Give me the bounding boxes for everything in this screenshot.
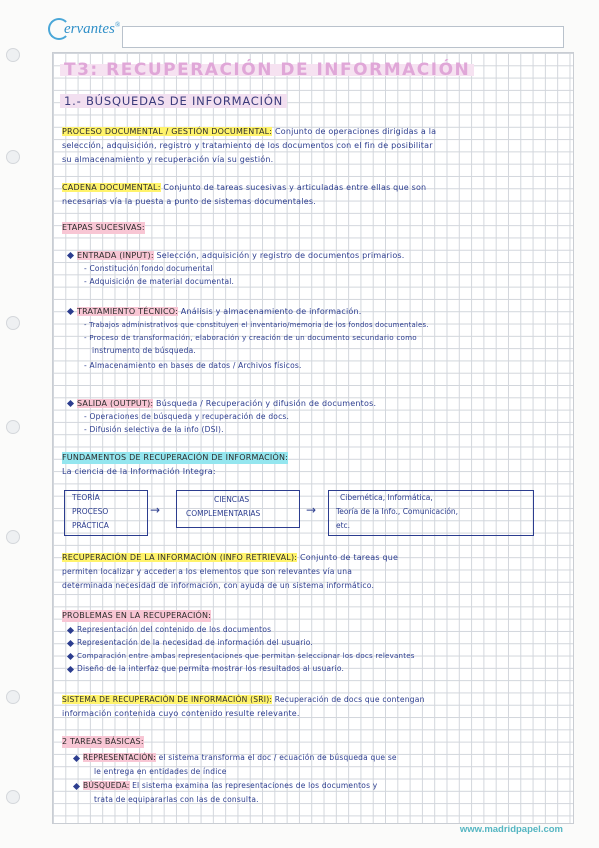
sri-line1 [62, 694, 425, 706]
proceso-line3: su almacenamiento y recuperación vía su gestión. [62, 155, 274, 164]
entrada-line [68, 250, 405, 262]
tratamiento-term: TRATAMIENTO TÉCNICO: [77, 307, 179, 316]
brand-mark: ® [114, 20, 121, 29]
representacion-term: REPRESENTACIÓN: [83, 753, 157, 762]
representacion-line2: le entrega en entidades de índice [94, 767, 227, 776]
bullet-icon [67, 652, 74, 659]
tratamiento-sub2b: instrumento de búsqueda. [92, 346, 196, 355]
etapas-heading: ETAPAS SUCESIVAS: [62, 223, 145, 232]
proceso-line2: selección, adquisición, registro y tratamiento de los documentos con el fin de posibilitar [62, 141, 433, 150]
box3-line2: Teoría de la Info., Comunicación, [336, 507, 459, 516]
binder-hole [6, 790, 20, 804]
bullet-icon [67, 626, 74, 633]
box3-line1: Cibernética, Informática, [340, 493, 433, 502]
recuperacion-term: RECUPERACIÓN DE LA INFORMACIÓN (INFO RETRIEVAL): [62, 553, 298, 562]
problemas-heading: PROBLEMAS EN LA RECUPERACIÓN: [62, 611, 212, 620]
page-title: T3: RECUPERACIÓN DE INFORMACIÓN [60, 64, 474, 76]
tratamiento-sub2: - Proceso de transformación, elaboración y creación de un documento secundario como [84, 333, 417, 342]
tratamiento-sub3: - Almacenamiento en bases de datos / Archivos físicos. [84, 361, 302, 370]
section-heading: 1.- BÚSQUEDAS DE INFORMACIÓN [60, 94, 287, 108]
fundamentos-heading: FUNDAMENTOS DE RECUPERACIÓN DE INFORMACIÓN: [62, 453, 289, 462]
proceso-term: PROCESO DOCUMENTAL / GESTIÓN DOCUMENTAL: [62, 127, 273, 136]
tratamiento-line [68, 306, 361, 318]
cadena-line1 [62, 182, 426, 194]
binder-hole [6, 48, 20, 62]
problema-item: Diseño de la interfaz que permita mostrar los resultados al usuario. [68, 663, 344, 675]
bullet-icon [67, 308, 74, 315]
footer-url: www.madridpapel.com [459, 824, 563, 835]
entrada-sub1: - Constitución fondo documental [84, 264, 213, 273]
recuperacion-def1: Conjunto de tareas que [299, 553, 399, 562]
salida-sub1: - Operaciones de búsqueda y recuperación de docs. [84, 412, 290, 421]
brand-logo [48, 18, 120, 40]
box3-line3: etc. [336, 521, 351, 530]
box1-line1: TEORÍA [72, 493, 100, 502]
tratamiento-sub1: - Trabajos administrativos que constituyen el inventario/memoria de los fondos documentales. [84, 321, 429, 329]
salida-line [68, 398, 376, 410]
problema-item: Representación de la necesidad de información del usuario. [68, 637, 313, 649]
arrow-icon: → [150, 503, 161, 517]
bullet-icon [73, 782, 80, 789]
salida-sub2: - Difusión selectiva de la info (DSI). [84, 425, 224, 434]
proceso-line1 [62, 126, 436, 138]
bullet-icon [67, 639, 74, 646]
problema-item: Representación del contenido de los documentos [68, 624, 271, 636]
sri-line2: información contenida cuyo contenido resulte relevante. [62, 709, 300, 718]
salida-term: SALIDA (OUTPUT): [77, 399, 154, 408]
box2-line1: CIENCIAS [214, 495, 250, 504]
proceso-def1: Conjunto de operaciones dirigidas a la [274, 127, 437, 136]
binder-hole [6, 690, 20, 704]
binder-hole [6, 530, 20, 544]
sri-term: SISTEMA DE RECUPERACIÓN DE INFORMACIÓN (SRI): [62, 695, 273, 704]
problema-item: Comparación entre ambas representaciones que permitan seleccionar los docs relevantes [68, 650, 415, 662]
cadena-def1: Conjunto de tareas sucesivas y articuladas entre ellas que son [163, 183, 427, 192]
entrada-sub2: - Adquisición de material documental. [84, 277, 235, 286]
salida-text: Búsqueda / Recuperación y difusión de documentos. [156, 399, 377, 408]
recuperacion-line1 [62, 552, 398, 564]
box1-line2: PROCESO [72, 507, 109, 516]
bullet-icon [67, 665, 74, 672]
bullet-icon [67, 400, 74, 407]
recuperacion-line2: permiten localizar y acceder a los elementos que son relevantes vía una [62, 567, 353, 576]
tareas-heading: 2 TAREAS BÁSICAS: [62, 737, 144, 746]
entrada-text: Selección, adquisición y registro de documentos primarios. [156, 251, 405, 260]
binder-hole [6, 150, 20, 164]
binder-hole [6, 316, 20, 330]
binder-holes [0, 0, 22, 848]
busqueda-line2: trata de equipararlas con las de consulta. [94, 795, 259, 804]
recuperacion-line3: determinada necesidad de información, con ayuda de un sistema informático. [62, 581, 375, 590]
binder-hole [6, 420, 20, 434]
box1-line3: PRÁCTICA [72, 521, 109, 530]
box2-line2: COMPLEMENTARIAS [186, 509, 261, 518]
tratamiento-text: Análisis y almacenamiento de información. [180, 307, 362, 316]
sri-def1: Recuperación de docs que contengan [274, 695, 425, 704]
representacion-text: el sistema transforma el doc / ecuación de búsqueda que se [158, 753, 397, 762]
cadena-line2: necesarias vía la puesta a punto de sistemas documentales. [62, 197, 316, 206]
representacion-line [74, 752, 397, 764]
cadena-term: CADENA DOCUMENTAL: [62, 183, 161, 192]
arrow-icon: → [306, 503, 317, 517]
busqueda-line [74, 780, 377, 792]
brand-name: ervantes [64, 20, 115, 37]
header-box [122, 26, 564, 48]
entrada-term: ENTRADA (INPUT): [77, 251, 154, 260]
bullet-icon [73, 754, 80, 761]
fundamentos-line1: La ciencia de la Información Integra: [62, 467, 216, 476]
bullet-icon [67, 252, 74, 259]
busqueda-text: El sistema examina las representaciones de los documentos y [132, 781, 378, 790]
busqueda-term: BÚSQUEDA: [83, 781, 130, 790]
